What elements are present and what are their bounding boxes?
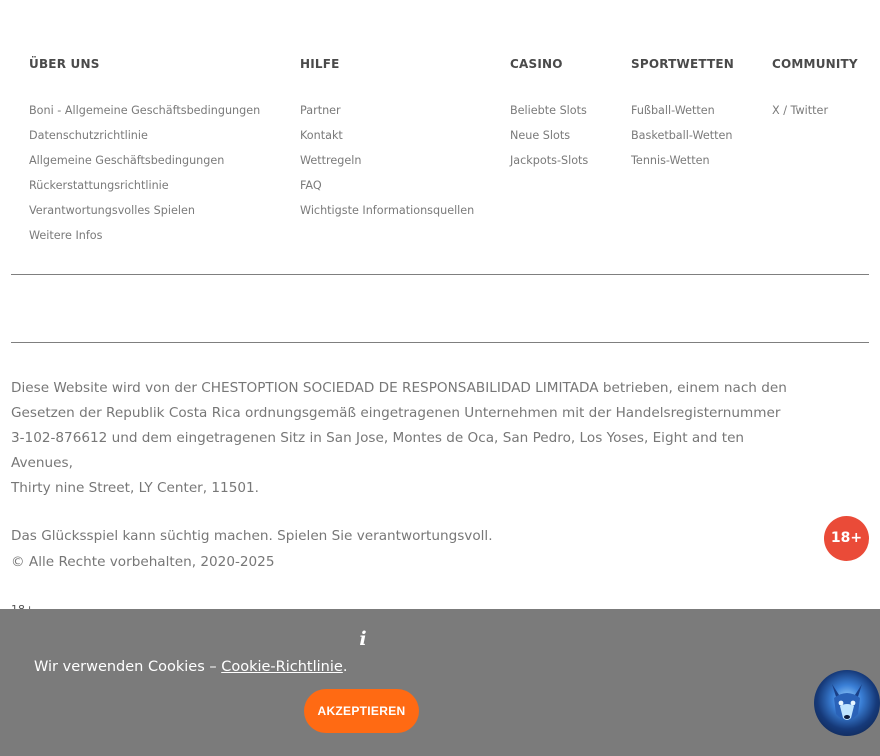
divider-top: [11, 274, 869, 275]
link-verantwortungsvoll[interactable]: Verantwortungsvolles Spielen: [29, 204, 195, 217]
link-datenschutz[interactable]: Datenschutzrichtlinie: [29, 129, 148, 142]
column-title: SPORTWETTEN: [631, 57, 735, 71]
column-title: HILFE: [300, 57, 340, 71]
link-tennis-wetten[interactable]: Tennis-Wetten: [631, 154, 710, 167]
link-list: [29, 98, 260, 248]
cookie-banner: [0, 609, 880, 756]
cookie-text-prefix: Wir verwenden Cookies –: [34, 659, 222, 675]
link-list: [300, 98, 474, 223]
cookie-policy-link[interactable]: Cookie-Richtlinie: [221, 659, 343, 675]
link-list: [510, 98, 588, 173]
footer-column-ueber-uns: [29, 56, 260, 248]
info-icon: i: [359, 628, 367, 650]
divider-bottom: [11, 342, 869, 343]
column-title: CASINO: [510, 57, 563, 71]
copyright: © Alle Rechte vorbehalten, 2020-2025: [11, 554, 275, 570]
link-basketball-wetten[interactable]: Basketball-Wetten: [631, 129, 733, 142]
accept-cookies-button[interactable]: AKZEPTIEREN: [304, 689, 419, 733]
cookie-message: [34, 657, 347, 677]
link-list: [631, 98, 734, 173]
legal-section: [11, 376, 801, 549]
link-kontakt[interactable]: Kontakt: [300, 129, 343, 142]
cookie-text-suffix: .: [342, 659, 348, 675]
link-informationsquellen[interactable]: Wichtigste Informationsquellen: [300, 204, 475, 217]
link-fussball-wetten[interactable]: Fußball-Wetten: [631, 104, 715, 117]
company-info-line: Thirty nine Street, LY Center, 11501.: [11, 480, 259, 496]
link-jackpots-slots[interactable]: Jackpots-Slots: [510, 154, 589, 167]
link-faq[interactable]: FAQ: [300, 179, 322, 192]
age-18-badge: 18+: [824, 516, 869, 561]
link-list: [772, 98, 858, 123]
wolf-avatar-icon[interactable]: [814, 670, 880, 736]
company-info-line: 3-102-876612 und dem eingetragenen Sitz in San Jose, Montes de Oca, San Pedro, Los Yoses, Eight and ten Avenues,: [11, 430, 745, 471]
link-boni-agb[interactable]: Boni - Allgemeine Geschäftsbedingungen: [29, 104, 261, 117]
footer-column-hilfe: [300, 56, 474, 223]
link-rueckerstattung[interactable]: Rückerstattungsrichtlinie: [29, 179, 169, 192]
wolf-avatar-graphic: [814, 670, 880, 736]
company-info-line: Diese Website wird von der CHESTOPTION SOCIEDAD DE RESPONSABILIDAD LIMITADA betrieben, einem nach den: [11, 380, 787, 396]
company-info-line: Gesetzen der Republik Costa Rica ordnungsgemäß eingetragenen Unternehmen mit der Handelsregisternummer: [11, 405, 781, 421]
link-x-twitter[interactable]: X / Twitter: [772, 104, 829, 117]
link-neue-slots[interactable]: Neue Slots: [510, 129, 571, 142]
footer-column-casino: [510, 56, 588, 173]
link-partner[interactable]: Partner: [300, 104, 341, 117]
link-weitere-infos[interactable]: Weitere Infos: [29, 229, 103, 242]
link-agb[interactable]: Allgemeine Geschäftsbedingungen: [29, 154, 225, 167]
column-title: COMMUNITY: [772, 57, 858, 71]
footer-columns: [0, 56, 880, 256]
footer-column-sportwetten: [631, 56, 734, 173]
link-wettregeln[interactable]: Wettregeln: [300, 154, 362, 167]
column-title: ÜBER UNS: [29, 57, 100, 71]
footer-column-community: [772, 56, 858, 123]
link-beliebte-slots[interactable]: Beliebte Slots: [510, 104, 587, 117]
gambling-warning: Das Glücksspiel kann süchtig machen. Spielen Sie verantwortungsvoll.: [11, 528, 493, 544]
